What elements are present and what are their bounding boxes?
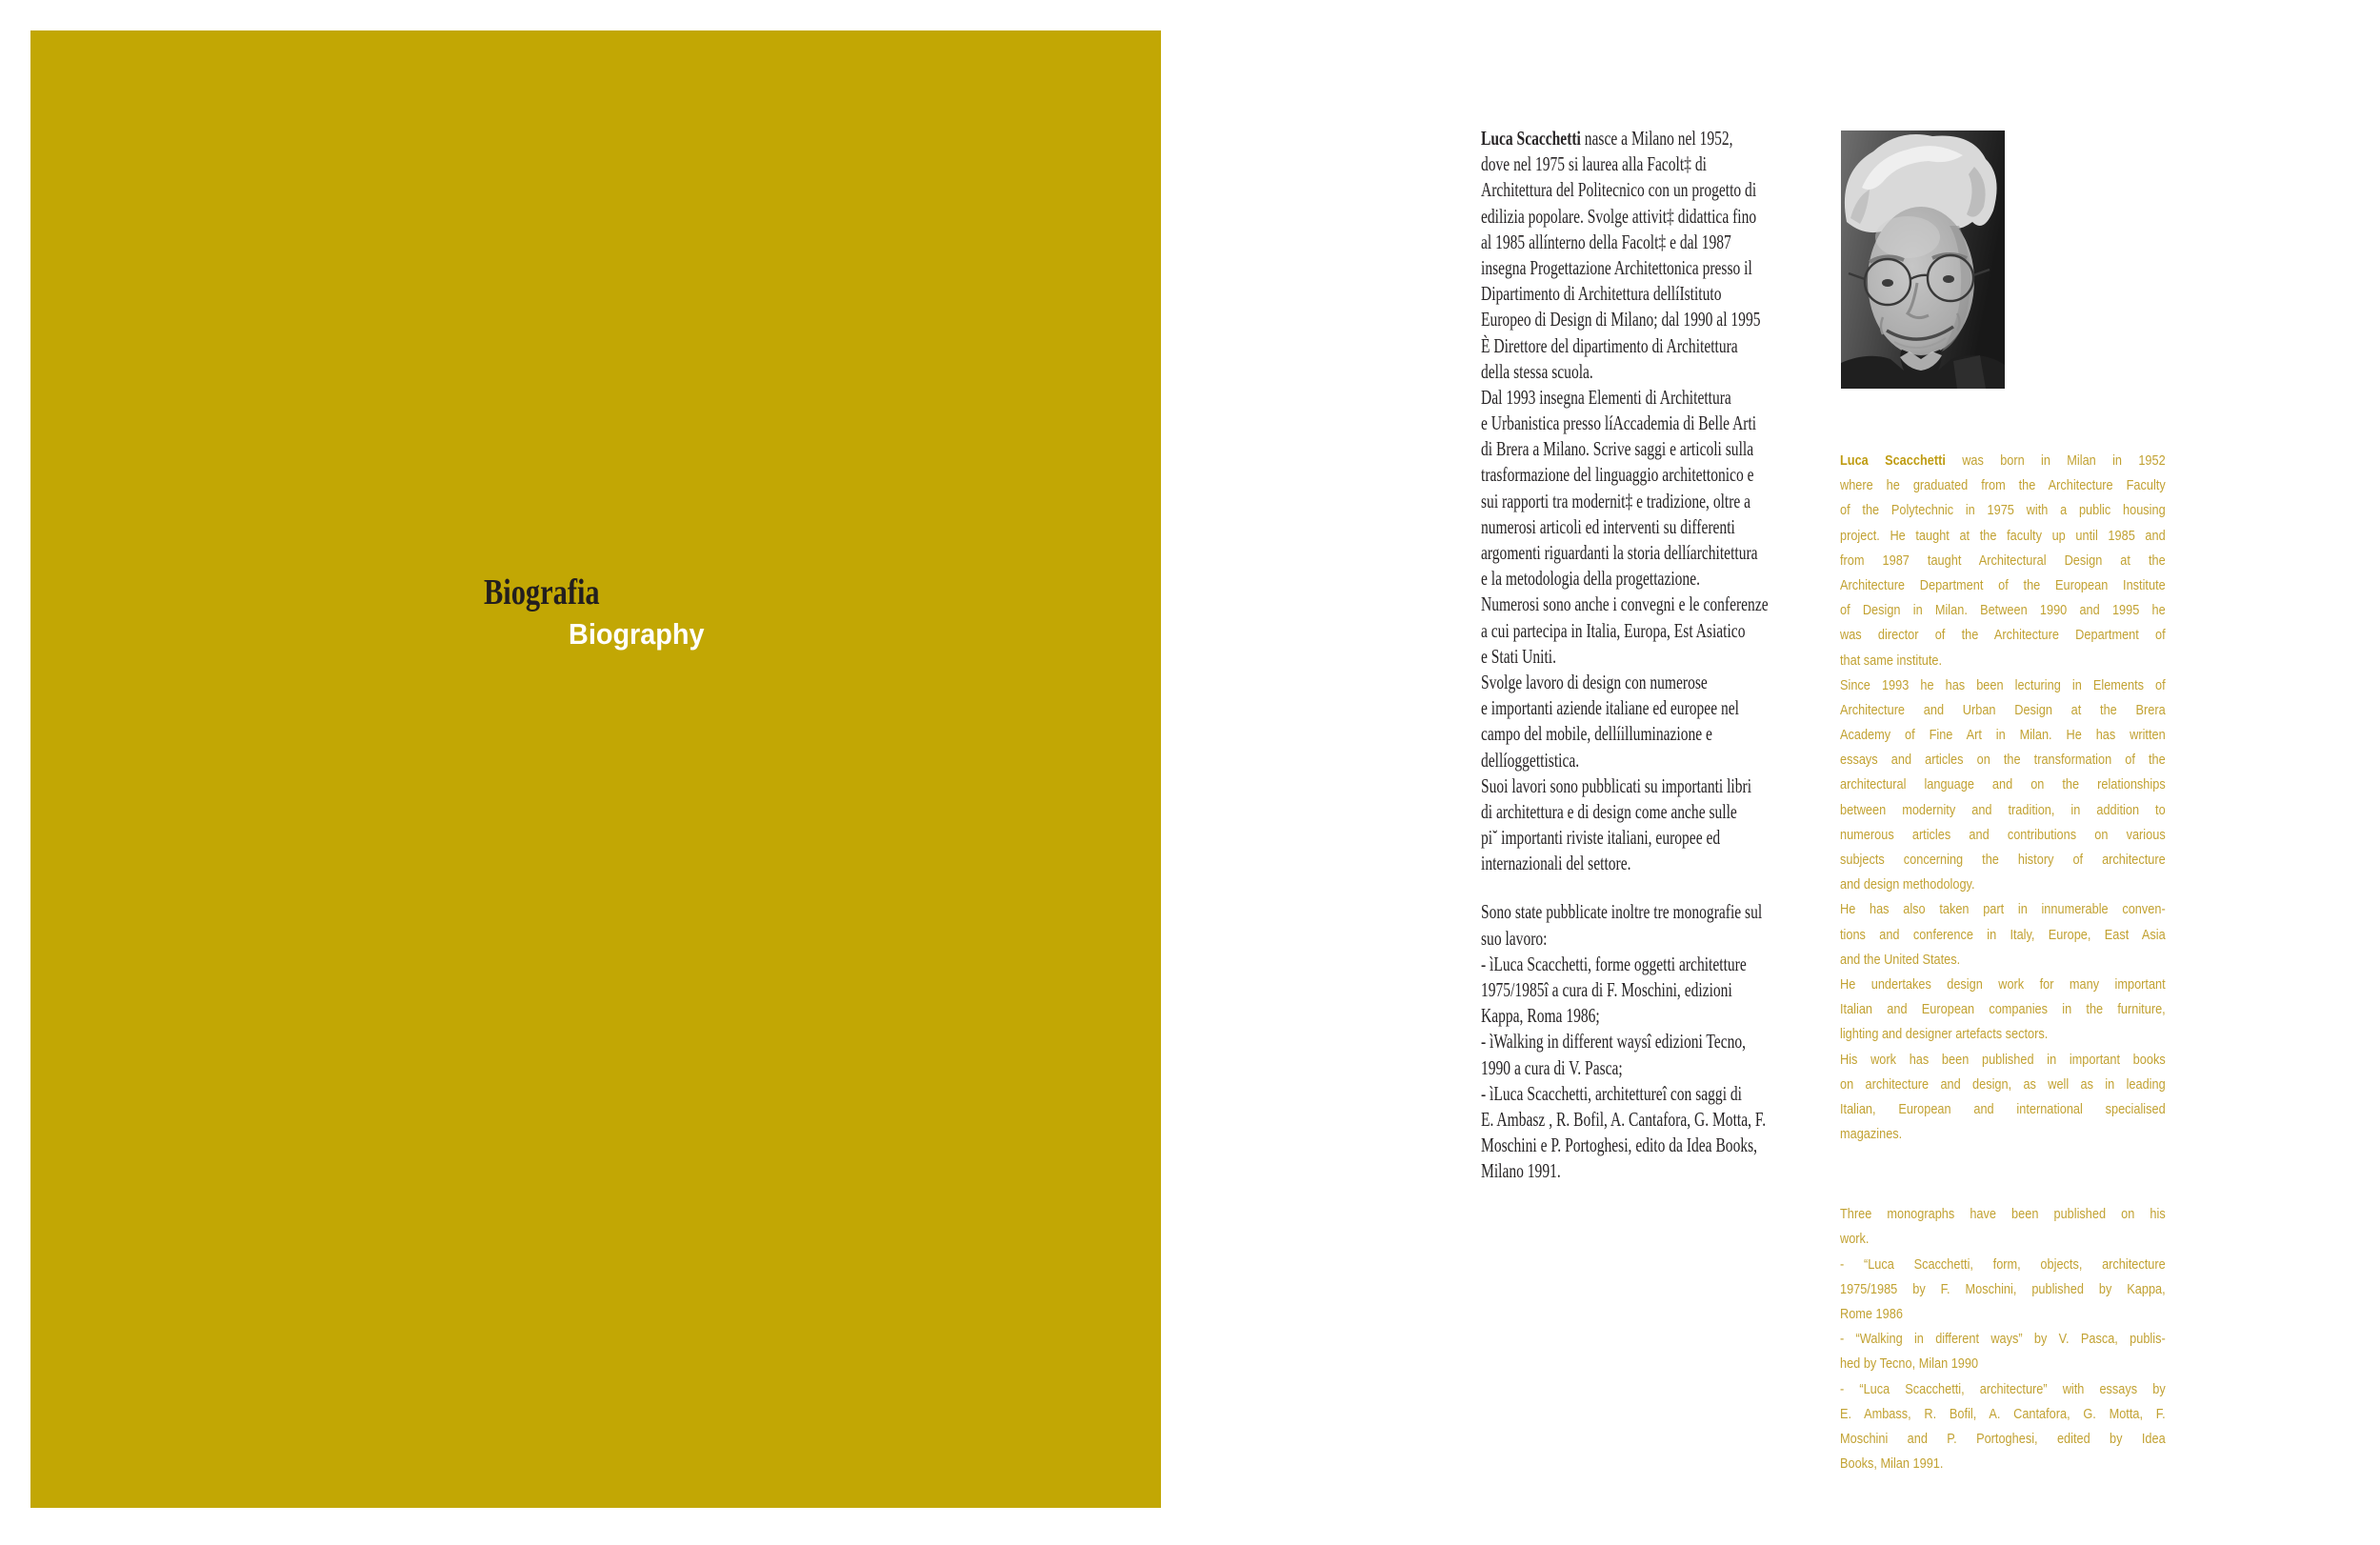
bio-line: insegna Progettazione Architettonica presso il bbox=[1481, 255, 1752, 279]
right-eye bbox=[1943, 275, 1954, 283]
bio-line: on architecture and design, as well as in leading bbox=[1840, 1075, 2166, 1093]
bio-line: - ìWalking in different waysî edizioni Tecno, bbox=[1481, 1030, 1747, 1053]
bio-line: sui rapporti tra modernit‡ e tradizione, oltre a bbox=[1481, 489, 1751, 512]
bio-line: Dipartimento di Architettura dellíIstituto bbox=[1481, 282, 1722, 306]
bio-line: e importanti aziende italiane ed europee nel bbox=[1481, 696, 1739, 720]
bio-line: edilizia popolare. Svolge attivit‡ didattica fino bbox=[1481, 204, 1757, 228]
bio-line: - ìLuca Scacchetti, forme oggetti architetture bbox=[1481, 952, 1747, 975]
bio-line: Architecture and Urban Design at the Brera bbox=[1840, 701, 2166, 718]
bio-line: al 1985 allínterno della Facolt‡ e dal 1987 bbox=[1481, 230, 1731, 253]
bio-line: dove nel 1975 si laurea alla Facolt‡ di bbox=[1481, 152, 1707, 176]
bio-line: project. He taught at the faculty up until 1985 and bbox=[1840, 527, 2166, 544]
bio-line: Dal 1993 insegna Elementi di Architettura bbox=[1481, 385, 1731, 409]
bio-line: numerous articles and contributions on various bbox=[1840, 826, 2166, 843]
bio-line: - ìLuca Scacchetti, architettureî con saggi di bbox=[1481, 1081, 1742, 1105]
bio-line: architectural language and on the relationships bbox=[1840, 776, 2166, 793]
english-bio-column bbox=[1840, 449, 2166, 1476]
bio-line: dellíoggettistica. bbox=[1481, 748, 1580, 772]
bio-line: lighting and designer artefacts sectors. bbox=[1840, 1026, 2049, 1043]
bio-line: internazionali del settore. bbox=[1481, 852, 1631, 875]
bio-line: trasformazione del linguaggio architettonico e bbox=[1481, 463, 1754, 487]
paragraph-group bbox=[1840, 1202, 2166, 1476]
bio-line: He undertakes design work for many important bbox=[1840, 975, 2166, 993]
bio-line: Kappa, Roma 1986; bbox=[1481, 1004, 1600, 1028]
bio-line: numerosi articoli ed interventi su differenti bbox=[1481, 514, 1735, 538]
bio-line: - “Walking in different ways” by V. Pasca, publis- bbox=[1840, 1331, 2166, 1348]
section-title-english: Biography bbox=[569, 617, 705, 651]
bio-line: was director of the Architecture Department of bbox=[1840, 627, 2166, 644]
bio-line: pi˘ importanti riviste italiani, europee ed bbox=[1481, 826, 1721, 850]
bio-line: of Design in Milan. Between 1990 and 1995 he bbox=[1840, 602, 2166, 619]
bio-line: a cui partecipa in Italia, Europa, Est Asiatico bbox=[1481, 618, 1746, 642]
bio-line: where he graduated from the Architecture Faculty bbox=[1840, 477, 2166, 494]
bio-line: between modernity and tradition, in addition to bbox=[1840, 801, 2166, 818]
section-title-italian: Biografia bbox=[484, 572, 600, 612]
bio-line: He has also taken part in innumerable conven- bbox=[1840, 901, 2166, 918]
bio-line: Moschini and P. Portoghesi, edited by Idea bbox=[1840, 1430, 2166, 1447]
left-page bbox=[30, 30, 1161, 1508]
bio-line: e Urbanistica presso líAccademia di Belle Arti bbox=[1481, 411, 1757, 435]
bio-line: E. Ambasz , R. Bofil, A. Cantafora, G. Motta, F. bbox=[1481, 1107, 1767, 1131]
bio-line: - “Luca Scacchetti, form, objects, architecture bbox=[1840, 1255, 2166, 1273]
bio-line: from 1987 taught Architectural Design at the bbox=[1840, 552, 2166, 569]
bio-line: Italian, European and international specialised bbox=[1840, 1100, 2166, 1117]
bio-line: Italian and European companies in the furniture, bbox=[1840, 1001, 2166, 1018]
bio-line: and design methodology. bbox=[1840, 876, 1975, 893]
bio-line: e la metodologia della progettazione. bbox=[1481, 567, 1700, 591]
paragraph-group bbox=[1481, 126, 1829, 876]
bio-line: Architecture Department of the European Institute bbox=[1840, 576, 2166, 593]
bio-line: Architettura del Politecnico con un progetto di bbox=[1481, 178, 1757, 202]
bio-line: suo lavoro: bbox=[1481, 926, 1548, 950]
bio-line: È Direttore del dipartimento di Architettura bbox=[1481, 333, 1738, 357]
bio-line: di architettura e di design come anche sulle bbox=[1481, 799, 1737, 823]
bio-line: Books, Milan 1991. bbox=[1840, 1455, 1944, 1473]
bio-line: 1975/1985 by F. Moschini, published by Kappa, bbox=[1840, 1280, 2166, 1297]
bio-line: subjects concerning the history of architecture bbox=[1840, 852, 2166, 868]
bio-line: - “Luca Scacchetti, architecture” with essays by bbox=[1840, 1380, 2166, 1397]
bio-line: and the United States. bbox=[1840, 951, 1961, 968]
bio-line: 1990 a cura di V. Pasca; bbox=[1481, 1055, 1623, 1079]
paragraph-group bbox=[1481, 899, 1829, 1184]
bio-line: campo del mobile, dellíilluminazione e bbox=[1481, 722, 1712, 746]
bio-line: 1975/1985î a cura di F. Moschini, edizioni bbox=[1481, 978, 1732, 1001]
bio-line: work. bbox=[1840, 1231, 1870, 1248]
bio-line: tions and conference in Italy, Europe, East Asia bbox=[1840, 926, 2166, 943]
forehead-highlight bbox=[1875, 216, 1940, 258]
bio-line: Svolge lavoro di design con numerose bbox=[1481, 670, 1708, 693]
bio-line: Luca Scacchetti was born in Milan in 1952 bbox=[1840, 452, 2166, 469]
bio-line: His work has been published in important books bbox=[1840, 1051, 2166, 1068]
italian-bio-column bbox=[1481, 126, 1829, 1185]
bio-line: Milano 1991. bbox=[1481, 1159, 1561, 1183]
bio-line: della stessa scuola. bbox=[1481, 359, 1593, 383]
bio-line: Three monographs have been published on his bbox=[1840, 1206, 2166, 1223]
bio-line: essays and articles on the transformation of the bbox=[1840, 752, 2166, 769]
bio-line: of the Polytechnic in 1975 with a public housing bbox=[1840, 502, 2166, 519]
bio-line: di Brera a Milano. Scrive saggi e articoli sulla bbox=[1481, 437, 1754, 461]
portrait-photo bbox=[1841, 130, 2005, 389]
bio-line: argomenti riguardanti la storia dellíarchitettura bbox=[1481, 541, 1758, 564]
bio-line: Luca Scacchetti nasce a Milano nel 1952, bbox=[1481, 127, 1733, 150]
bio-line: Numerosi sono anche i convegni e le conferenze bbox=[1481, 592, 1769, 616]
bio-line: Since 1993 he has been lecturing in Elements of bbox=[1840, 676, 2166, 693]
bio-line: that same institute. bbox=[1840, 652, 1943, 669]
paragraph-group bbox=[1840, 449, 2166, 1147]
bio-line: e Stati Uniti. bbox=[1481, 644, 1556, 668]
bio-line: Sono state pubblicate inoltre tre monografie sul bbox=[1481, 900, 1763, 924]
bio-line: Europeo di Design di Milano; dal 1990 al 1995 bbox=[1481, 308, 1761, 331]
bio-line: hed by Tecno, Milan 1990 bbox=[1840, 1355, 1979, 1373]
bio-line: magazines. bbox=[1840, 1126, 1903, 1143]
left-eye bbox=[1882, 279, 1893, 287]
bio-line: E. Ambass, R. Bofil, A. Cantafora, G. Motta, F. bbox=[1840, 1405, 2166, 1422]
bio-line: Moschini e P. Portoghesi, edito da Idea Books, bbox=[1481, 1134, 1758, 1157]
bio-line: Rome 1986 bbox=[1840, 1306, 1903, 1322]
bio-line: Academy of Fine Art in Milan. He has written bbox=[1840, 727, 2166, 744]
bio-line: Suoi lavori sono pubblicati su importanti libri bbox=[1481, 773, 1752, 797]
